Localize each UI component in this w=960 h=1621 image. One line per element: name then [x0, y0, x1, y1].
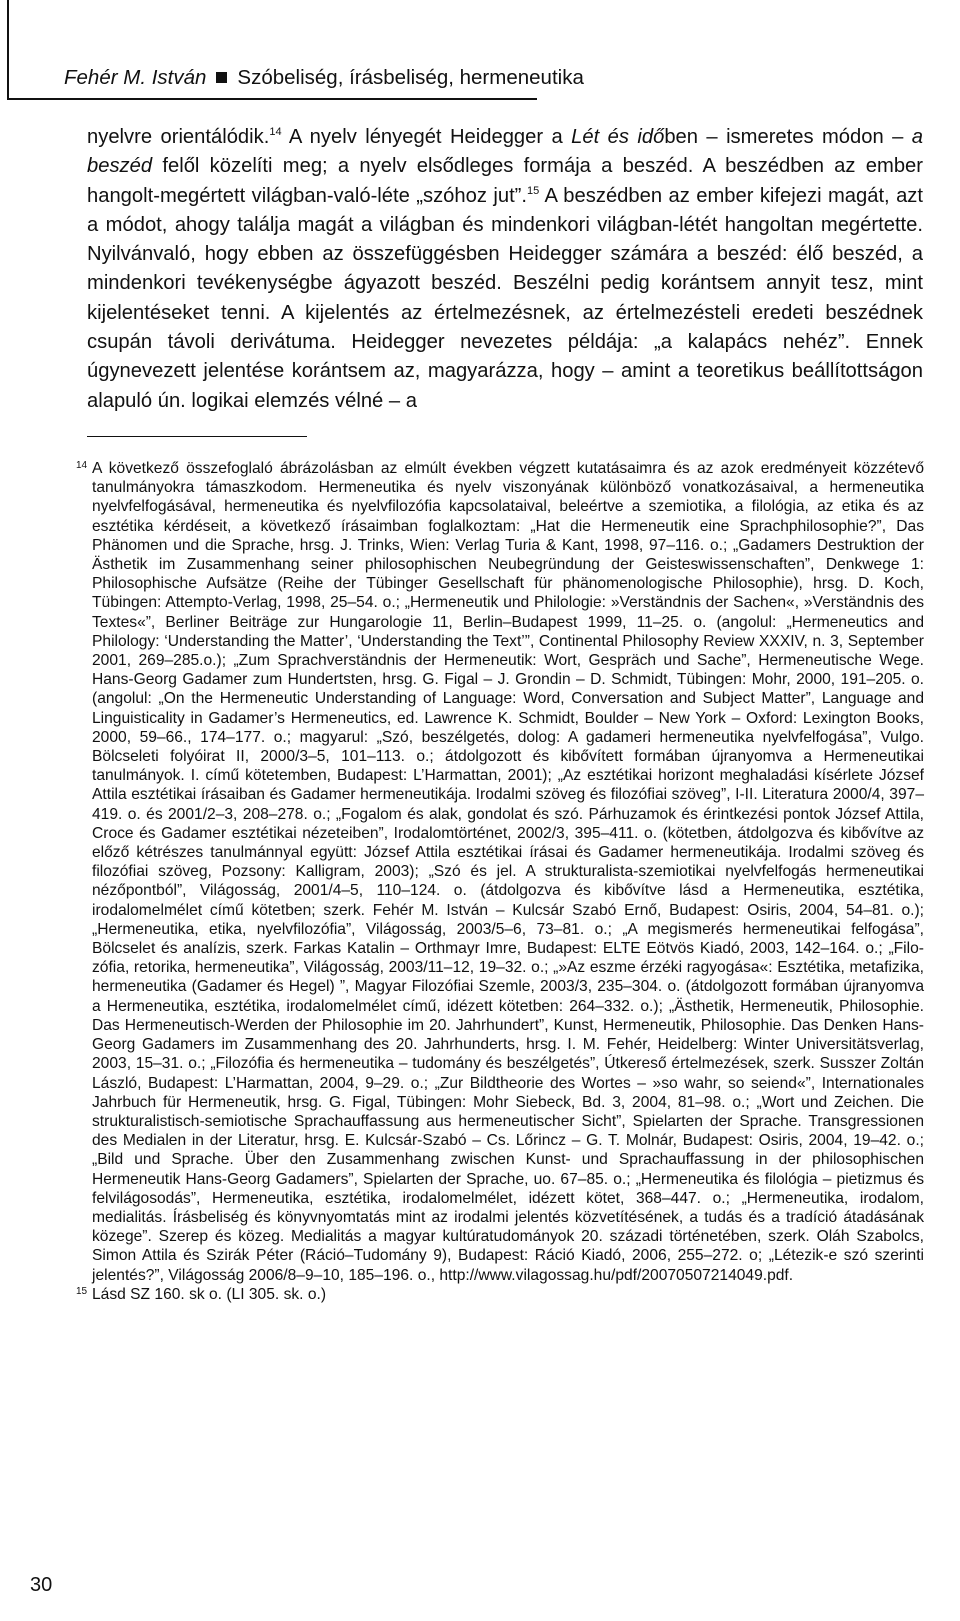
- main-text-3: ben – ismeretes módon –: [664, 126, 912, 148]
- main-italic-2: a beszéd: [87, 126, 923, 178]
- footnote-15: [76, 1285, 924, 1304]
- footnote-number: 15: [76, 1285, 88, 1297]
- footnote-text: A következő összefoglaló ábrázolásban az elmúlt években végzett kutatásaimra és az azok eredményeit közzétevő tanulmányokra támaszkodom. Hermeneutika és nyelv viszonyának különböző vonatkozásaival, a hermeneutika nyelvfelfogásával, hermeneutika és nyelvfilozófia kapcsolataival, beleértve a szemiotika, a filológia, az etika és az esztétika kérdéseit, a következő írásaimban foglalkoztam: „Hat die Hermeneutik eine Sprachphilosophie?”, Das Phänomen und die Sprache, hrsg. J. Trinks, Wien: Verlag Turia & Kant, 1998, 97–116. o.; „Gadamers Destruktion der Ästhetik im Zusammenhang seiner philosophischen Neubegründung der Geisteswissenschaften”, Denkwege 1: Philosophische Aufsätze (Reihe der Tübinger Gesellschaft für phänomenologische Philosophie), hrsg. D. Koch, Tübingen: Attempto-Verlag, 1998, 25–54. o.; „Hermeneutik und Philologie: »Verständnis der Sachen«, »Verständnis des Textes«”, Berliner Beiträge zur Hungarologie 11, Berlin–Budapest 1999, 11–25. o. (angolul: „Hermeneutics and Philology: ‘Understanding the Matter’, ‘Understanding the Text’”, Continental Philosophy Review XXXIV, n. 3, September 2001, 269–285.o.); „Zum Sprachverständnis der Hermeneutik: Wort, Gespräch und Sache”, Hermeneutische Wege. Hans-Georg Gadamer zum Hundertsten, hrsg. G. Figal – J. Grondin – D. Schmidt, Tübingen: Mohr, 2000, 191–205. o. (angolul: „On the Hermeneutic Understanding of Language: Word, Conversation and Subject Matter”, Language and Linguisticality in Gadamer’s Hermeneutics, ed. Lawrence K. Schmidt, Boulder – New York – Oxford: Lexington Books, 2000, 59–66., 174–177. o.; magyarul: „Szó, beszélgetés, dolog: A gadameri hermeneutika nyelvfelfogása”, Vulgo. Bölcseleti folyóirat II, 2000/3–5, 101–113. o.; átdolgozott és kibővített formában újranyomva a Hermeneutikai tanulmányok. I. című kötetemben, Budapest: L’Harmattan, 2001); „Az esztétikai horizont meghaladási kísérlete József Attila esztétikai írásaiban és Gadamer hermeneutikája. Irodalmi szöveg és filozófiai szöveg”, I-II. Literatura 2000/4, 397–419. o. és 2001/2–3, 208–278. o.; „Fogalom és alak, gondolat és szó. Párhuzamok és érintkezési pontok József Attila, Croce és Gadamer esztétikai nézeteiben”, Irodalomtörténet, 2002/3, 395–411. o. (kötetben, átdolgozva és kibővítve az előző kétrészes tanulmánnyal együtt: József Attila esztétikai írásai és Gadamer hermeneutikája. Irodalmi szöveg és filozófiai szöveg, Pozsony: Kalligram, 2003); „Szó és jel. A strukturalista-szemiotikai nyelvfelfogás hermeneutikai nézőpontból”, Világosság, 2001/4–5, 110–124. o. (átdolgozva és kibővítve lásd a Hermeneutika, esztétika, irodalomelmélet című kötetben; szerk. Fehér M. István – Kulcsár Szabó Ernő, Budapest: Osiris, 2004, 54–81. o.); „Hermeneutika, etika, nyelvfilozófia”, Világosság, 2003/5–6, 73–81. o.; „A megismerés hermeneutikai felfogása”, Bölcselet és analízis, szerk. Farkas Katalin – Orthmayr Imre, Budapest: ELTE Eötvös Kiadó, 2003, 142–164. o.; „Filozófia, retorika, hermeneutika”, Világosság, 2003/11–12, 19–32. o.; „»Az eszme érzéki ragyogása«: Esztétika, metafizika, hermeneutika (Gadamer és Hegel) ”, Magyar Filozófiai Szemle, 2003/3, 235–304. o. (átdolgozott formában újranyomva a Hermeneutika, esztétika, irodalomelmélet című, idézett kötetben: 264–332. o.); „Ästhetik, Hermeneutik, Philosophie. Das Hermeneutisch-Werden der Philosophie im 20. Jahrhundert”, Kunst, Hermeneutik, Philosophie. Das Denken Hans-Georg Gadamers im Zusammenhang des 20. Jahrhunderts, hrsg. I. M. Fehér, Heidelberg: Winter Universitätsverlag, 2003, 15–31. o.; „Filozófia és hermeneutika – tudomány és beszélgetés”, Útkereső értelmezések, szerk. Susszer Zoltán László, Budapest: L’Harmattan, 2004, 9–29. o.; „Zur Bildtheorie des Wortes – »so wahr, so seiend«”, Internationales Jahrbuch für Hermeneutik, hrsg. G. Figal, Tübingen: Mohr Siebeck, Bd. 3, 2004, 81–98. o.; „Wort und Zeichen. Die strukturalistisch-semiotische Sprachauffassung aus hermeneutischer Sicht”, Spielarten der Sprache. Transgressionen des Medialen in der Literatur, hrsg. E. Kulcsár-Szabó – Cs. Lőrincz – G. T. Molnár, Budapest: Osiris, 2004, 19–42. o.; „Bild und Sprache. Über den Zusammenhang zwischen Kunst- und Sprachauffassung in der philosophischen Hermeneutik Hans-Georg Gadamers”, Spielarten der Sprache, uo. 67–85. o.; „Hermeneutika és filológia – pietizmus és felvilágosodás”, Hermeneutika, esztétika, irodalomelmélet, idézett kötet, 368–447. o.; „Hermeneutika, irodalom, medialitás. Írásbeliség és könyvnyomtatás mint az irodalmi jelentés közvetítésének, a tudás és a tradíció átadásának közege”. Szerep és közeg. Medialitás a magyar kultúratudományok 20. századi történetében, szerk. Oláh Szabolcs, Simon Attila és Szirák Péter (Ráció–Tudomány 9), Budapest: Ráció Kiadó, 2006, 255–272. o; „Létezik-e szó szerinti jelentés?”, Világosság 2006/8–9–10, 185–196. o., http://www.vilagossag.hu/pdf/20070507214049.pdf.: [92, 460, 924, 1284]
- header-author: Fehér M. István: [64, 66, 207, 89]
- main-text-1: nyelvre orientálódik.: [87, 126, 270, 148]
- footnote-ref-15: 15: [527, 184, 540, 197]
- footnote-text: Lásd SZ 160. sk o. (LI 305. sk. o.): [92, 1285, 327, 1303]
- frame-horizontal-rule: [7, 98, 537, 100]
- footnotes: [76, 459, 924, 1304]
- footnote-14: [76, 459, 924, 1285]
- header-square-bullet: [216, 72, 227, 83]
- running-header: [64, 66, 584, 90]
- footnote-separator: [87, 436, 307, 437]
- main-text-5: A beszédben az ember kifejezi magát, azt a módot, ahogy találja magát a világban és mindenkori világban-létét hangoltan megértette. Nyilvánvaló, hogy ebben az összefüggésben Heidegger számára a beszéd: élő beszéd, a mindenkori tevékenységbe ágyazott beszéd. Beszélni pedig korántsem annyit tesz, mint kijelentéseket tenni. A kijelentés az értelmezésnek, az értelmezésteli eredeti beszédnek csupán távoli derivátuma. Heidegger nevezetes példája: „a kalapács nehéz”. Ennek úgynevezett jelentése korántsem az, magyarázza, hogy – amint a teoretikus beállítottságon alapuló ún. logikai elemzés vélné – a: [87, 184, 924, 412]
- page-number: 30: [30, 1574, 53, 1596]
- footnote-ref-14: 14: [269, 126, 282, 138]
- footnote-number: 14: [76, 460, 88, 471]
- main-text-4: felől közelíti meg; a nyelv elsődleges formája a beszéd. A beszédben az ember hangolt-megértett világban-való-léte „szóhoz jut”.: [87, 155, 923, 207]
- main-italic-1: Lét és idő: [571, 126, 665, 148]
- main-paragraph: [87, 123, 923, 416]
- main-text-2: A nyelv lényegét Heidegger a: [281, 126, 572, 148]
- header-title: Szóbeliség, írásbeliség, hermeneutika: [237, 66, 584, 89]
- frame-vertical-rule: [7, 0, 9, 100]
